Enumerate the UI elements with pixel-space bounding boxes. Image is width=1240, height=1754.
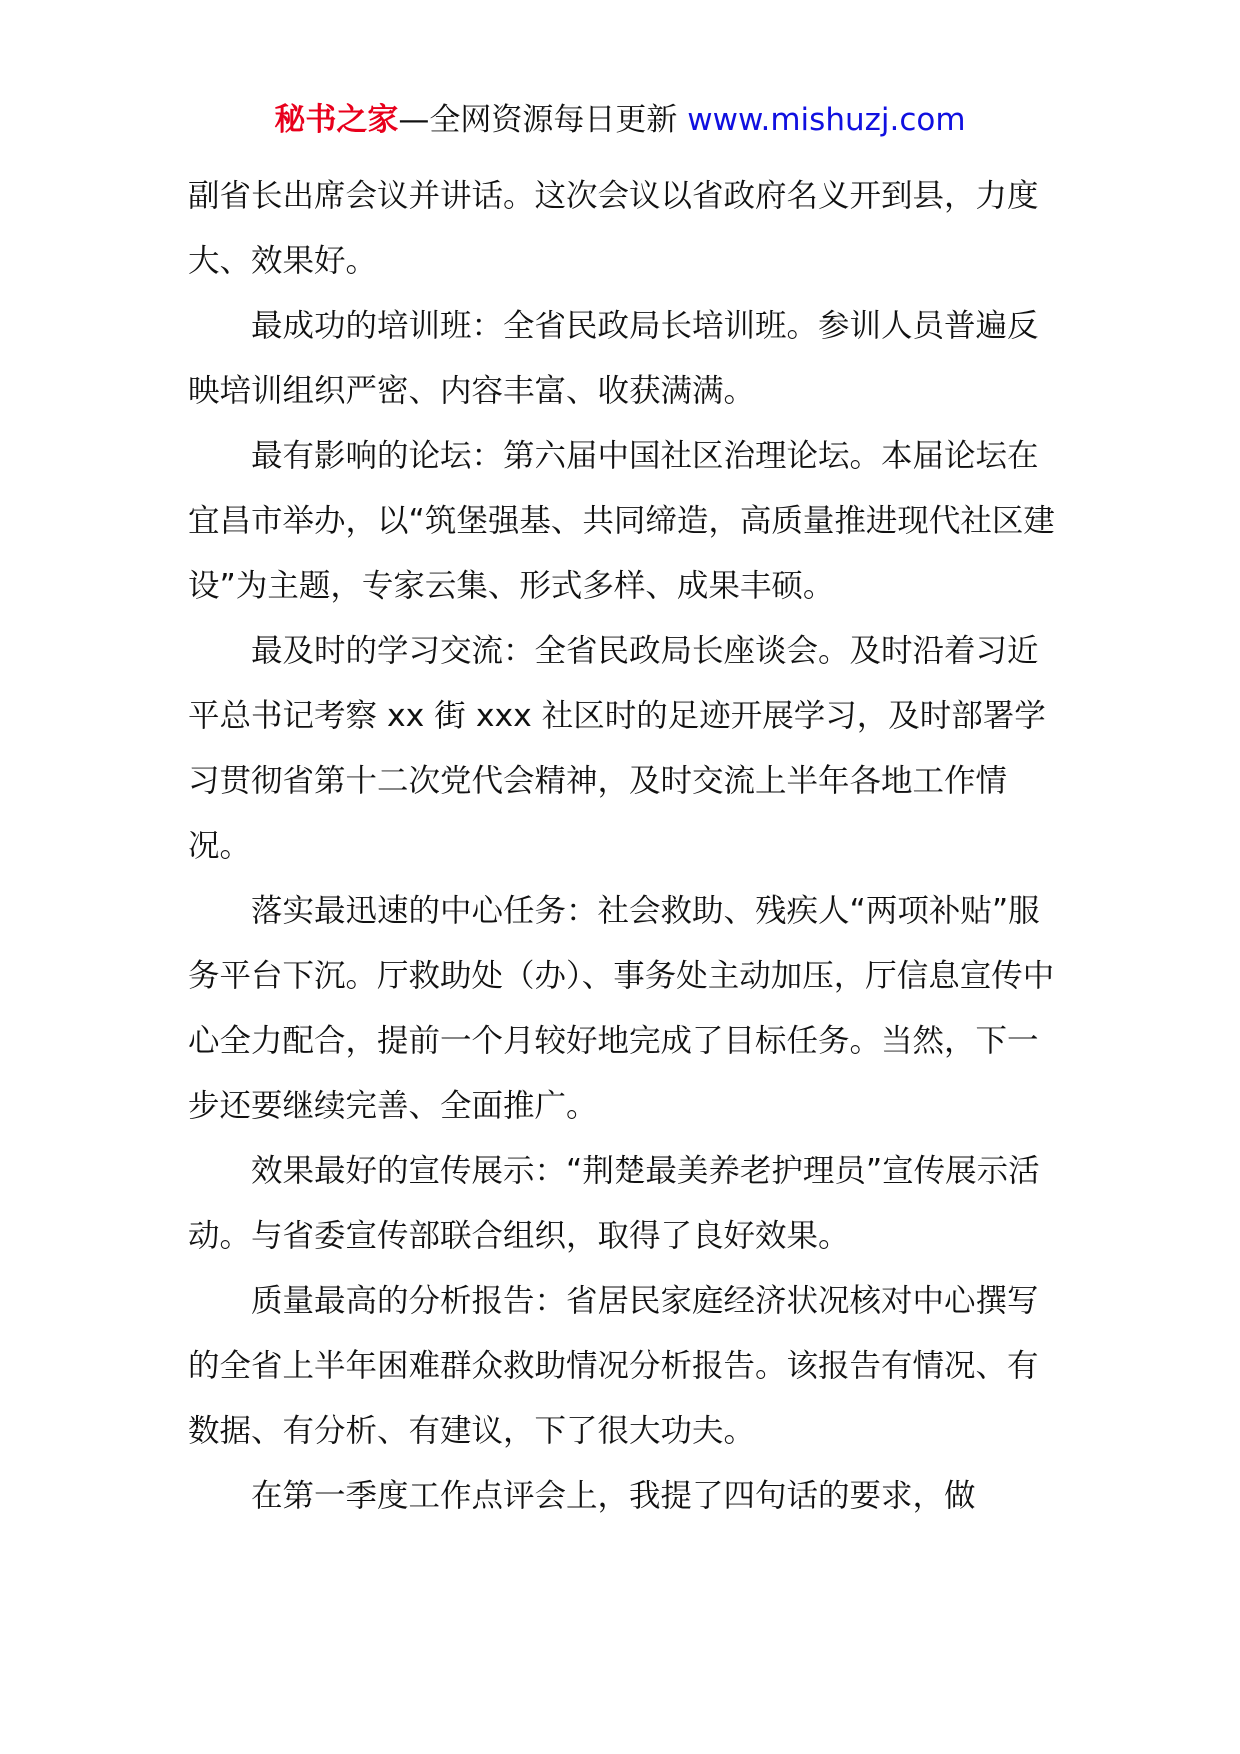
site-url-link[interactable]: www.mishuzj.com: [687, 102, 966, 138]
paragraph-forum: 最有影响的论坛：第六届中国社区治理论坛。本届论坛在宜昌市举办，以“筑堡强基、共同缔造，高质量推进现代社区建设”为主题，专家云集、形式多样、成果丰硕。: [188, 438, 1055, 604]
site-tagline: —全网资源每日更新: [398, 102, 688, 138]
site-brand: 秘书之家: [274, 102, 399, 138]
paragraph-quarterly-review: 在第一季度工作点评会上，我提了四句话的要求，做: [251, 1478, 976, 1514]
paragraph-central-task: 落实最迅速的中心任务：社会救助、残疾人“两项补贴”服务平台下沉。厅救助处（办）、事务处主动加压，厅信息宣传中心全力配合，提前一个月较好地完成了目标任务。当然，下一步还要继续完善、全面推广。: [188, 893, 1055, 1124]
paragraph-study-exchange: 最及时的学习交流：全省民政局长座谈会。及时沿着习近平总书记考察 xx 街 xxx 社区时的足迹开展学习，及时部署学习贯彻省第十二次党代会精神，及时交流上半年各地工作情况。: [188, 633, 1046, 864]
site-header: [0, 100, 1240, 140]
paragraph-training-class: 最成功的培训班：全省民政局长培训班。参训人员普遍反映培训组织严密、内容丰富、收获满满。: [188, 308, 1039, 409]
document-body: [188, 164, 1068, 1529]
paragraph-analysis-report: 质量最高的分析报告：省居民家庭经济状况核对中心撰写的全省上半年困难群众救助情况分析报告。该报告有情况、有数据、有分析、有建议，下了很大功夫。: [188, 1283, 1039, 1449]
paragraph-continuation: 副省长出席会议并讲话。这次会议以省政府名义开到县，力度大、效果好。: [188, 178, 1039, 279]
paragraph-publicity: 效果最好的宣传展示：“荆楚最美养老护理员”宣传展示活动。与省委宣传部联合组织，取得了良好效果。: [188, 1153, 1040, 1254]
